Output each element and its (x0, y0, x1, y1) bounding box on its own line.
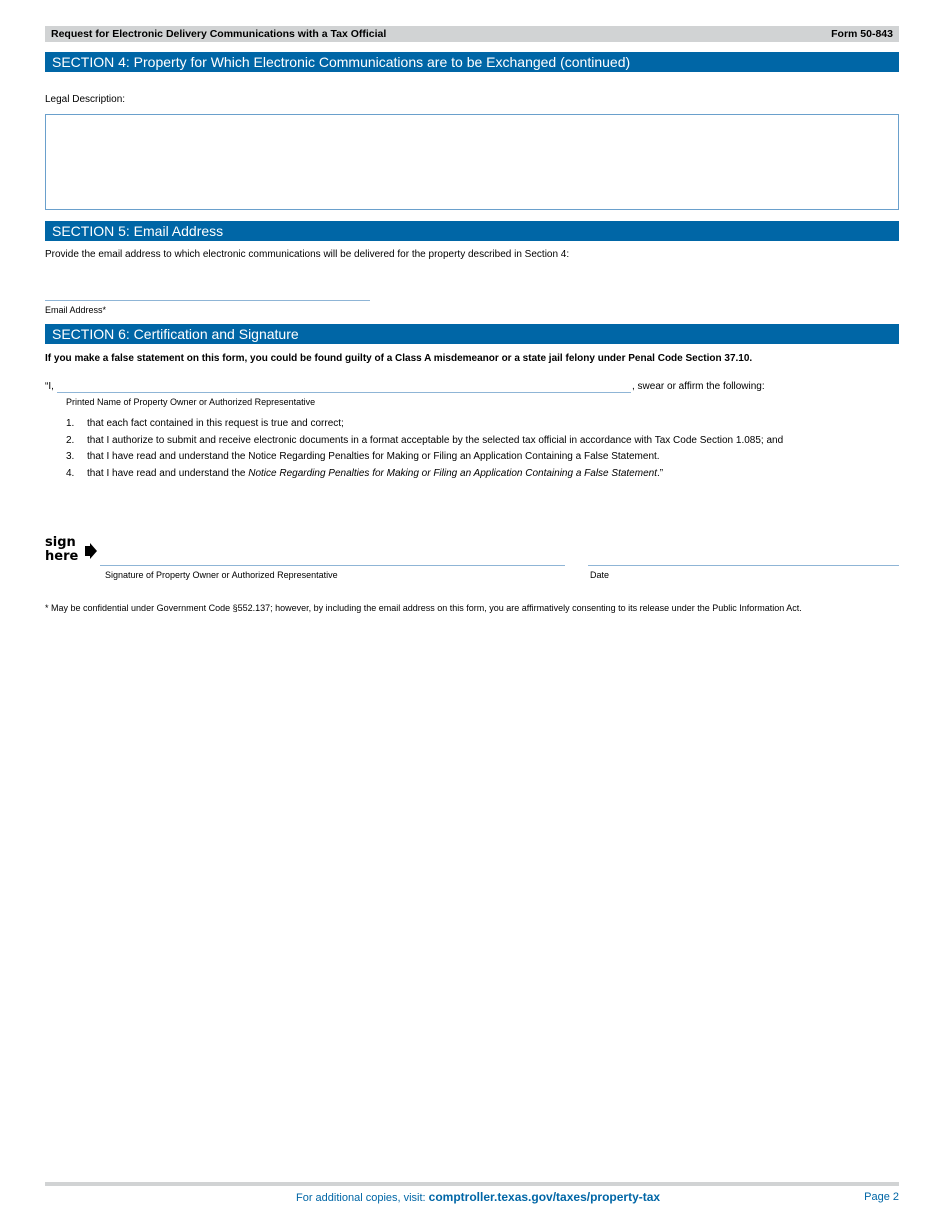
list-item (66, 435, 783, 452)
email-instruction: Provide the email address to which electronic communications will be delivered for the property described in Section 4: (45, 249, 570, 260)
arrow-right-icon (85, 543, 97, 559)
false-statement-warning: If you make a false statement on this form, you could be found guilty of a Class A misdemeanor or a state jail felony under Penal Code Section 37.10. (45, 353, 753, 364)
printed-name-field[interactable] (57, 392, 631, 393)
here-text: here (45, 549, 79, 564)
item-number: 4. (66, 467, 75, 479)
list-item (66, 418, 783, 435)
date-label: Date (590, 570, 610, 580)
legal-description-field[interactable] (45, 114, 899, 210)
item-number: 3. (66, 451, 75, 462)
list-item (66, 451, 783, 468)
form-number: Form 50-843 (831, 28, 893, 40)
signature-field[interactable] (100, 565, 565, 566)
item-number: 1. (66, 418, 75, 429)
swear-text: , swear or affirm the following: (632, 381, 765, 392)
page-number: Page 2 (864, 1191, 899, 1203)
notice-title: Notice Regarding Penalties for Making or Filing an Application Containing a False Statement (248, 467, 657, 479)
item-text: that I have read and understand the (87, 467, 249, 479)
page-header (45, 26, 899, 42)
section-6-header: SECTION 6: Certification and Signature (45, 324, 899, 344)
sign-here-marker (45, 536, 78, 564)
footer-prefix: For additional copies, visit: (296, 1192, 429, 1204)
item-end: .” (656, 467, 664, 479)
section-5-header: SECTION 5: Email Address (45, 221, 899, 241)
printed-name-label: Printed Name of Property Owner or Authorized Representative (66, 397, 316, 407)
item-number: 2. (66, 434, 75, 446)
section-4-header: SECTION 4: Property for Which Electronic Communications are to be Exchanged (continued) (45, 52, 899, 72)
email-address-label: Email Address* (45, 305, 107, 315)
i-prefix: “I, (45, 381, 54, 392)
footer-copies (296, 1190, 660, 1204)
confidentiality-footnote: * May be confidential under Government Code §552.137; however, by including the email address on this form, you are affirmatively consenting to its release under the Public Information Act. (45, 603, 802, 613)
footer-link[interactable]: comptroller.texas.gov/taxes/property-tax (428, 1190, 661, 1204)
form-title: Request for Electronic Delivery Communications with a Tax Official (51, 28, 387, 40)
item-text: that each fact contained in this request is true and correct; (87, 418, 344, 429)
item-text: that I authorize to submit and receive electronic documents in a format acceptable by the selected tax official in accordance with Tax Code Section 1.085; and (87, 434, 784, 446)
date-field[interactable] (588, 565, 899, 566)
list-item (66, 468, 783, 485)
footer-divider (45, 1182, 899, 1186)
signature-label: Signature of Property Owner or Authorized Representative (105, 570, 338, 580)
email-address-field[interactable] (45, 300, 370, 301)
certification-list (66, 418, 783, 484)
legal-description-label: Legal Description: (45, 94, 126, 105)
item-text: that I have read and understand the Notice Regarding Penalties for Making or Filing an Application Containing a False Statement. (87, 451, 660, 462)
sign-text: sign (45, 535, 76, 550)
